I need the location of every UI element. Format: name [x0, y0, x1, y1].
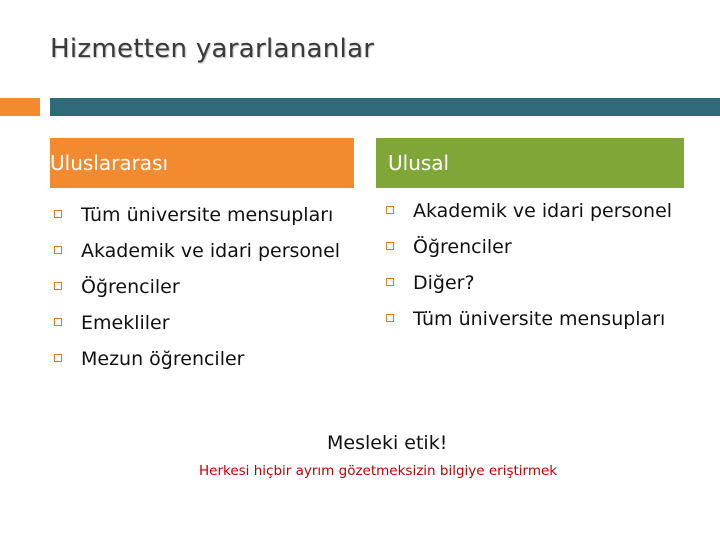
national-list — [383, 193, 672, 337]
list-item — [50, 197, 340, 233]
list-item — [50, 341, 340, 377]
list-item-label: Akademik ve idari personel — [413, 200, 673, 222]
ethics-subtitle: Herkesi hiçbir ayrım gözetmeksizin bilgiye eriştirmek — [199, 463, 558, 479]
list-item-label: Diğer? — [413, 272, 475, 294]
list-item — [383, 193, 672, 229]
header-international — [50, 138, 354, 188]
bullet-icon — [54, 246, 62, 254]
list-item-label: Tüm üniversite mensupları — [81, 204, 334, 226]
bullet-icon — [54, 210, 62, 218]
list-item-label: Emekliler — [81, 312, 170, 334]
slide-title: Hizmetten yararlananlar — [50, 34, 375, 64]
list-item-label: Akademik ve idari personel — [81, 240, 341, 262]
bullet-icon — [386, 314, 394, 322]
ethics-title: Mesleki etik! — [327, 432, 448, 454]
header-international-label: Uluslararası — [50, 151, 169, 175]
list-item — [383, 301, 672, 337]
international-list — [50, 197, 340, 377]
list-item — [50, 233, 340, 269]
list-item — [50, 305, 340, 341]
list-item-label: Öğrenciler — [413, 236, 512, 258]
list-item — [50, 269, 340, 305]
list-item-label: Öğrenciler — [81, 276, 180, 298]
bullet-icon — [386, 206, 394, 214]
list-item — [383, 265, 672, 301]
bullet-icon — [386, 242, 394, 250]
bullet-icon — [386, 278, 394, 286]
bullet-icon — [54, 318, 62, 326]
header-national — [376, 138, 684, 188]
list-item — [383, 229, 672, 265]
bullet-icon — [54, 354, 62, 362]
header-national-label: Ulusal — [388, 151, 450, 175]
bullet-icon — [54, 282, 62, 290]
list-item-label: Tüm üniversite mensupları — [413, 308, 666, 330]
accent-bar-orange — [0, 98, 40, 116]
list-item-label: Mezun öğrenciler — [81, 348, 245, 370]
accent-bar-teal — [50, 98, 720, 116]
